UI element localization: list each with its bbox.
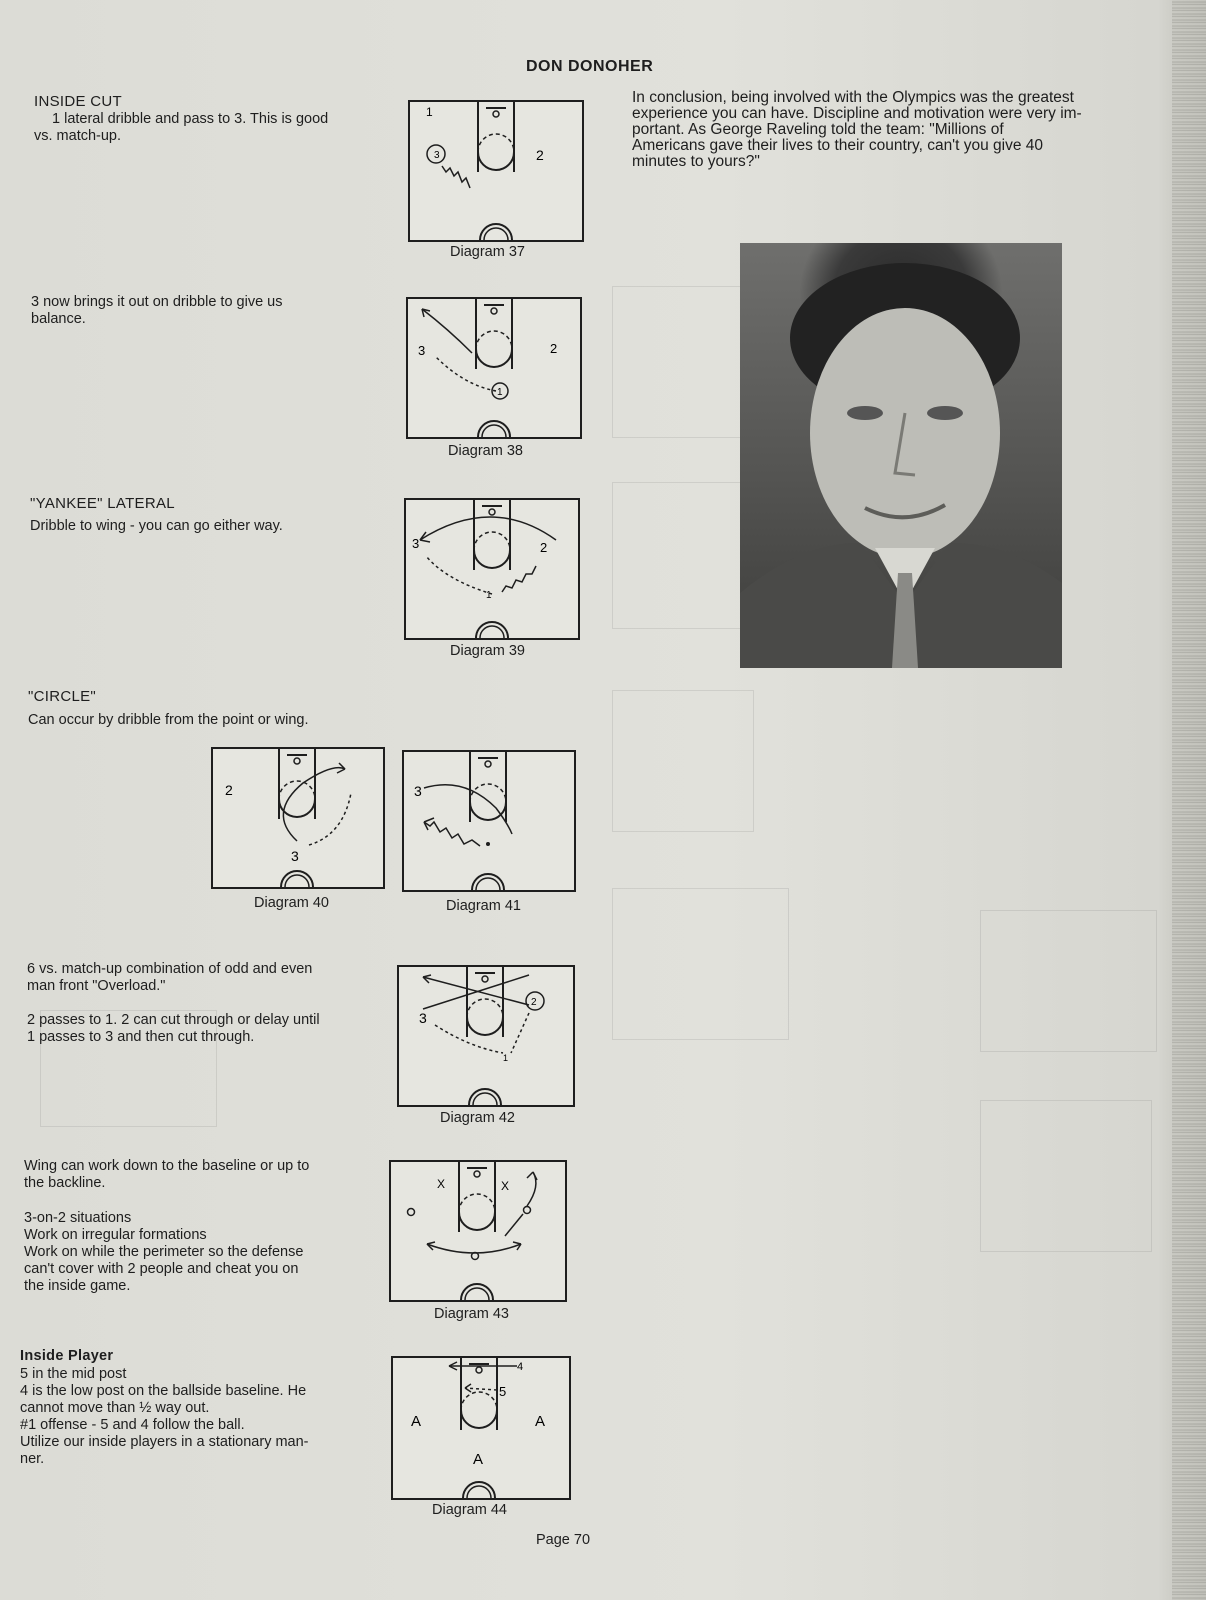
- label-2: 2: [536, 147, 544, 163]
- portrait-illustration: [740, 243, 1062, 668]
- court-diagram-44: [393, 1358, 569, 1498]
- page-number: Page 70: [536, 1532, 591, 1548]
- court-diagram-43: [391, 1162, 565, 1300]
- court-diagram-39: [406, 500, 578, 638]
- page-header: DON DONOHER: [526, 58, 654, 75]
- label-5: 5: [499, 1384, 507, 1399]
- diagram-40-caption: Diagram 40: [254, 895, 329, 911]
- inside-player-heading: Inside Player: [20, 1348, 114, 1364]
- bleed-through-box: [980, 1100, 1152, 1252]
- label-2: 2: [550, 341, 558, 356]
- diagram-42: [397, 965, 575, 1107]
- bleed-through-box: [980, 910, 1157, 1052]
- diagram-39-caption: Diagram 39: [450, 643, 525, 659]
- court-diagram-37: [410, 102, 582, 240]
- court-diagram-40: [213, 749, 383, 887]
- conclusion-paragraph: In conclusion, being involved with the Olympics was the greatest experience you can have. Discipline and motivation were very im- portant. As George Raveling told the team: "Millions of Americans gave their lives to their country, can't you give 40 minutes to yours?": [632, 89, 1082, 170]
- court-diagram-42: [399, 967, 573, 1105]
- circle-heading: "CIRCLE": [28, 688, 97, 705]
- yankee-body: Dribble to wing - you can go either way.: [30, 518, 283, 534]
- label-4: 4: [517, 1361, 524, 1373]
- diagram-37-caption: Diagram 37: [450, 244, 525, 260]
- label-3: 3: [414, 783, 422, 799]
- diagram-38: [406, 297, 582, 439]
- label-2: 2: [225, 782, 233, 798]
- diagram-44: [391, 1356, 571, 1500]
- bleed-through-box: [612, 286, 754, 438]
- label-a-right: A: [535, 1413, 546, 1430]
- circle-body: Can occur by dribble from the point or wing.: [28, 712, 309, 728]
- court-diagram-41: [404, 752, 574, 890]
- balance-body: 3 now brings it out on dribble to give us balance.: [31, 294, 283, 327]
- label-3: 3: [419, 1010, 427, 1026]
- overload-body-2: 2 passes to 1. 2 can cut through or delay until 1 passes to 3 and then cut through.: [27, 1012, 320, 1045]
- label-a-bottom: A: [473, 1451, 484, 1468]
- diagram-43-caption: Diagram 43: [434, 1306, 509, 1322]
- label-x-right: X: [501, 1179, 510, 1193]
- label-3: 3: [418, 343, 426, 358]
- label-a-left: A: [411, 1413, 422, 1430]
- diagram-43: [389, 1160, 567, 1302]
- label-3: 3: [434, 150, 440, 161]
- inside-player-body: 5 in the mid post 4 is the low post on the ballside baseline. He cannot move than ½ way out. #1 offense - 5 and 4 follow the ball. Utilize our inside players in a stationary man- ner.: [20, 1366, 309, 1467]
- diagram-40: [211, 747, 385, 889]
- diagram-41-caption: Diagram 41: [446, 898, 521, 914]
- wing-body-1: Wing can work down to the baseline or up to the backline.: [24, 1158, 310, 1191]
- label-1: 1: [497, 387, 503, 398]
- label-1: 1: [426, 105, 433, 119]
- inside-cut-heading: INSIDE CUT: [34, 93, 123, 110]
- bleed-through-box: [612, 690, 754, 832]
- label-2: 2: [531, 997, 537, 1008]
- label-1: 1: [486, 590, 492, 601]
- diagram-38-caption: Diagram 38: [448, 443, 523, 459]
- diagram-44-caption: Diagram 44: [432, 1502, 507, 1518]
- court-diagram-38: [408, 299, 580, 437]
- label-1: 1: [503, 1053, 509, 1063]
- label-3: 3: [291, 848, 299, 864]
- portrait-photo: [740, 243, 1062, 668]
- yankee-heading: "YANKEE" LATERAL: [30, 495, 175, 512]
- bleed-through-box: [612, 482, 754, 629]
- diagram-37: [408, 100, 584, 242]
- label-x-left: X: [437, 1177, 446, 1191]
- diagram-41: [402, 750, 576, 892]
- diagram-39: [404, 498, 580, 640]
- label-2: 2: [540, 540, 548, 555]
- diagram-42-caption: Diagram 42: [440, 1110, 515, 1126]
- label-3: 3: [412, 536, 420, 551]
- overload-body-1: 6 vs. match-up combination of odd and even man front "Overload.": [27, 961, 313, 994]
- bleed-through-box: [612, 888, 789, 1040]
- wing-body-2: 3-on-2 situations Work on irregular formations Work on while the perimeter so the defense can't cover with 2 people and cheat you on the inside game.: [24, 1210, 304, 1294]
- page-edge-shadow: [1172, 0, 1206, 1600]
- inside-cut-body: 1 lateral dribble and pass to 3. This is good vs. match-up.: [34, 111, 329, 144]
